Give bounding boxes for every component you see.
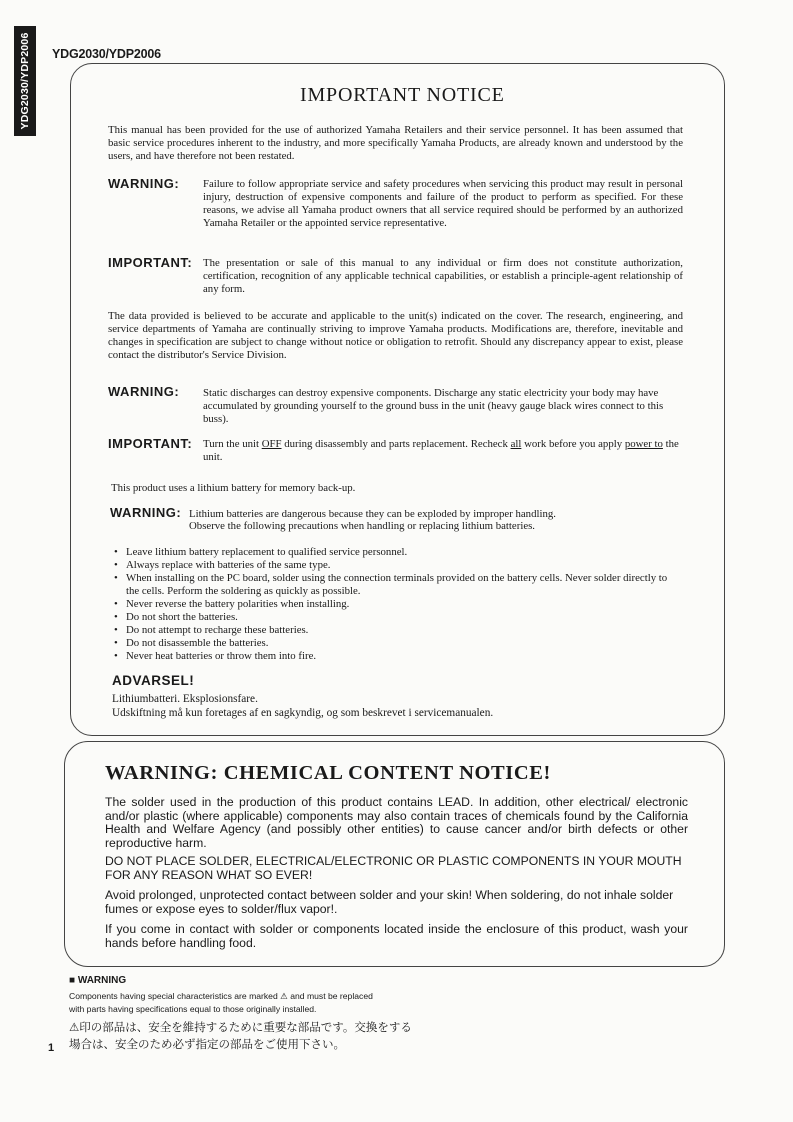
important1-text: The presentation or sale of this manual to any individual or firm does not constitute authorization, certification, recognition of any applicable technical capabilities, or establish a principle-agent relationship of any form. [203, 257, 683, 295]
list-item: • Do not short the batteries. [114, 611, 238, 623]
data-paragraph: The data provided is believed to be accurate and applicable to the unit(s) indicated on the cover. The research, engineering, and service departments of Yamaha are continually striving to improve Yamaha products. Modifications are, therefore, inevitable and changes in specification are subject to change without notice or obligation to retrofit. Should any discrepancy appear to exist, please contact the distributor's Service Division. [108, 310, 683, 361]
battery-precautions-list [113, 546, 683, 663]
warning1-text: Failure to follow appropriate service and safety procedures when servicing this product may result in personal injury, destruction of expensive components and failure of the product to perform as specified. For these reasons, we advise all Yamaha product owners that all service required should be performed by an authorized Yamaha Retailer or the appointed service representative. [203, 178, 683, 229]
list-item: • Never reverse the battery polarities when installing. [114, 598, 350, 610]
list-item: • Never heat batteries or throw them into fire. [114, 650, 317, 662]
model-header: YDG2030/YDP2006 [52, 47, 161, 61]
advarsel-title: ADVARSEL! [112, 673, 195, 688]
side-tab [14, 26, 36, 136]
list-item: • Do not attempt to recharge these batteries. [114, 624, 309, 636]
notice-title: IMPORTANT NOTICE [300, 84, 505, 106]
advarsel-line2: Udskiftning må kun foretages af en sagkyndig, og som beskrevet i servicemanualen. [112, 707, 494, 719]
important1-label: IMPORTANT: [108, 255, 193, 270]
page-number: 1 [48, 1042, 55, 1054]
footer-line-2: with parts having specifications equal to those originally installed. [69, 1004, 317, 1014]
warning3-line1: Lithium batteries are dangerous because they can be exploded by improper handling. [189, 508, 556, 520]
warning3-line2: Observe the following precautions when handling or replacing lithium batteries. [189, 520, 536, 532]
list-item: • Do not disassemble the batteries. [114, 637, 269, 649]
important2-label: IMPORTANT: [108, 436, 193, 451]
warning2-label: WARNING: [108, 384, 180, 399]
side-tab-label: YDG2030/YDP2006 [19, 32, 31, 130]
lithium-intro: This product uses a lithium battery for memory back-up. [111, 482, 356, 494]
warning3-label: WARNING: [110, 505, 182, 520]
intro-paragraph: This manual has been provided for the use of authorized Yamaha Retailers and their service personnel. It has been assumed that basic service procedures inherent to the industry, and more specifically Yamaha Products, are already known and understood by the users, and have therefore not been restated. [108, 124, 683, 162]
list-item: • Always replace with batteries of the same type. [114, 559, 331, 571]
warning1-label: WARNING: [108, 176, 180, 191]
footer-japanese-2: 場合は、安全のため必ず指定の部品をご使用下さい。 [69, 1037, 345, 1051]
chemical-paragraph-2: DO NOT PLACE SOLDER, ELECTRICAL/ELECTRONIC OR PLASTIC COMPONENTS IN YOUR MOUTH FOR ANY REASON WHAT SO EVER! [105, 854, 682, 882]
chemical-title: WARNING: CHEMICAL CONTENT NOTICE! [105, 762, 551, 784]
warning2-text: Static discharges can destroy expensive components. Discharge any static electricity your body may have accumulated by grounding yourself to the ground buss in the unit (heavy gauge black wires connect to this buss). [203, 387, 664, 425]
list-item: • Leave lithium battery replacement to qualified service personnel. [114, 546, 408, 558]
footer-japanese-1: ⚠印の部品は、安全を維持するために重要な部品です。交換をする [69, 1020, 412, 1034]
footer-warning-heading: ■ WARNING [69, 975, 127, 986]
chemical-paragraph-1: The solder used in the production of this product contains LEAD. In addition, other electrical/ electronic and/or plastic (where applicable) components may also contain traces of chemicals found by the California Health and Welfare Agency (and possibly other entities) to cause cancer and/or birth defects or other reproductive harm. [105, 795, 688, 850]
important2-text: Turn the unit OFF during disassembly and parts replacement. Recheck all work before you apply power to the unit. [203, 438, 679, 463]
chemical-paragraph-4: If you come in contact with solder or components located inside the enclosure of this product, wash your hands before handling food. [105, 922, 688, 950]
advarsel-line1: Lithiumbatteri. Eksplosionsfare. [112, 693, 258, 705]
list-item: • When installing on the PC board, solder using the connection terminals provided on the battery cells. Never solder directly to the cells. Perform the soldering as quickly as possible. [114, 572, 668, 597]
warning-triangle-icon: ⚠ [280, 991, 288, 1001]
chemical-paragraph-3: Avoid prolonged, unprotected contact between solder and your skin! When soldering, do not inhale solder fumes or expose eyes to solder/flux vapor!. [105, 888, 674, 916]
footer-line-1: Components having special characteristics are marked ⚠ and must be replaced [69, 991, 373, 1001]
